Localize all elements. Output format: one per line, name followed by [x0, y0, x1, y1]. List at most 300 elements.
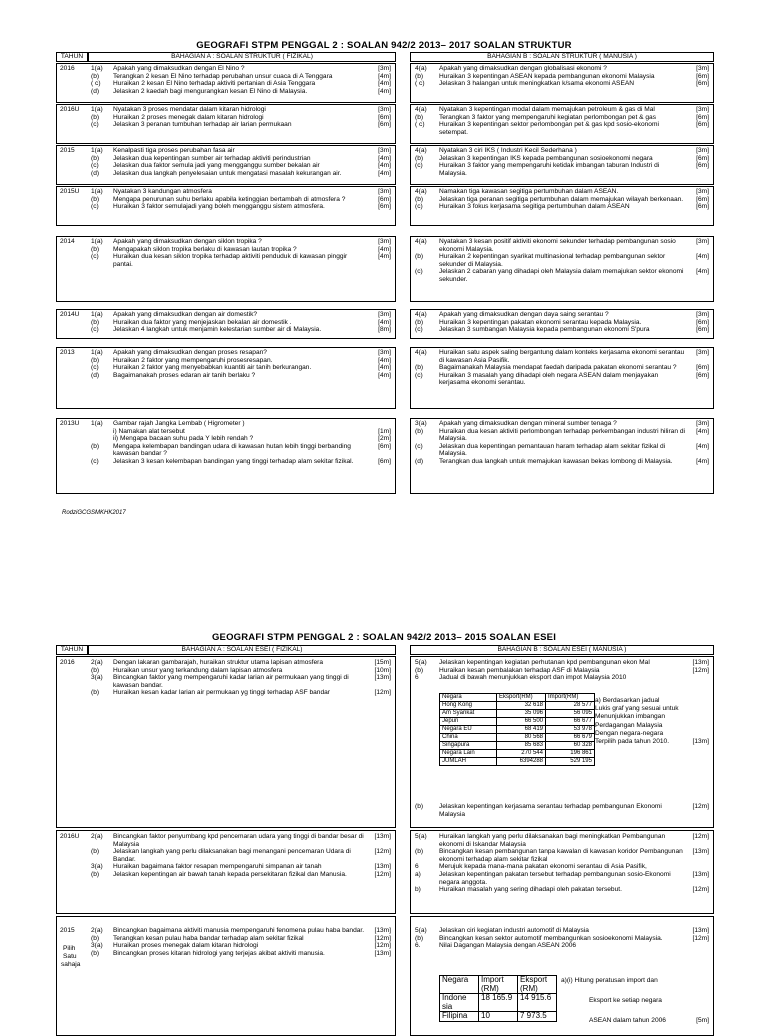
- question-text: Huraikan 3 faktor semulajadi yang boleh mengganggu sistem atmosfera.: [113, 203, 325, 211]
- table-cell: 6394288: [497, 758, 546, 766]
- table-row: [440, 726, 595, 734]
- question-number: 1(a): [91, 311, 103, 318]
- question-text: Jelaskan ciri kegiatan industri automotif di Malaysia: [439, 927, 589, 934]
- question-row: [91, 170, 393, 178]
- table-header-cell: Import (RM): [479, 976, 518, 994]
- year-label: 2016U: [60, 106, 80, 113]
- question-marks: [4m]: [378, 371, 391, 379]
- question-text: Huraikan kesan kadar larian air permukaan yg tinggi terhadap ASF bandar: [113, 689, 330, 697]
- question-list: [415, 65, 711, 88]
- question-number: (b): [415, 318, 424, 326]
- question-number: ( c): [415, 121, 425, 129]
- essay-block-2016-a: [56, 656, 396, 828]
- question-marks: [13m]: [692, 848, 709, 856]
- question-text: Bincangkan kesan pembangunan tanpa kawalan di kawasan koridor Pembangunan ekonomi terhadap alam sekitar fizikal: [439, 848, 683, 863]
- question-list: [415, 188, 711, 211]
- question-list: [415, 147, 711, 177]
- question-text: Bagaimanakah Malaysia mendapat faedah daripada pakatan ekonomi serantau ?: [439, 364, 677, 372]
- question-number: (c): [415, 326, 423, 334]
- question-text: Jelaskan langkah yang perlu dilaksanakan bagi menangani pencemaran Udara di Bandar.: [113, 848, 351, 863]
- question-text: Jelaskan dua kepentingan pemantauan haram terhadap alam sekitar fizikal di Malaysia.: [439, 442, 666, 458]
- structure-block-b: [410, 236, 714, 302]
- table-header-cell: Negara: [440, 976, 479, 994]
- question-text: Jelaskan 3 kesan kelembapan bandingan yang tinggi terhadap alam sekitar fizikal.: [113, 457, 354, 465]
- question-number: 4(a): [415, 65, 427, 72]
- question-text: Huraikan dua faktor yang menjejaskan bekalan air domestik .: [113, 318, 292, 326]
- question-row: [415, 420, 711, 428]
- question-marks: [3m]: [696, 349, 709, 356]
- question-text: Gambar rajah Jangka Lembab ( Higrometer ): [113, 420, 245, 427]
- question-number: (d): [91, 87, 100, 95]
- question-row: [415, 886, 711, 894]
- table-header-cell: Import(RM): [546, 694, 595, 702]
- question-marks: [6m]: [696, 318, 709, 326]
- question-marks: [3m]: [696, 147, 709, 154]
- question-row: [415, 848, 711, 863]
- question-row: [415, 803, 711, 818]
- question-number: (c): [415, 371, 423, 379]
- question-number: (c): [415, 442, 423, 450]
- question-row: [91, 311, 393, 319]
- question-list: [91, 349, 393, 379]
- essay-block-2015-b: [410, 916, 714, 1036]
- question-row: [91, 364, 393, 372]
- table-cell: 35 096: [497, 710, 546, 718]
- question-row: [91, 326, 393, 334]
- question-marks: [10m]: [374, 666, 391, 674]
- question-text: Bagaimanakah proses edaran air tanih berlaku ?: [113, 371, 256, 379]
- question-marks: [3m]: [696, 106, 709, 113]
- question-number: (b): [415, 364, 424, 372]
- question-text: Bincangkan faktor yang mempengaruhi kadar larian air permukaan yang tinggi di kawasan bandar.: [113, 674, 349, 689]
- section-a-header: BAHAGIAN A : SOALAN STRUKTUR ( FIZIKAL): [88, 52, 396, 62]
- question-number: 1(a): [91, 65, 103, 72]
- question-row: [415, 364, 711, 372]
- question-number: 1(a): [91, 349, 103, 356]
- page2-title: GEOGRAFI STPM PENGGAL 2 : SOALAN 942/2 2013– 2015 SOALAN ESEI: [211, 632, 557, 643]
- question-number: (b): [91, 934, 100, 942]
- table-cell: Filipina: [440, 1012, 479, 1022]
- question-marks: [6m]: [696, 203, 709, 211]
- question-row: [91, 871, 393, 879]
- question-marks: [4m]: [378, 245, 391, 253]
- question-row: [415, 667, 711, 675]
- question-number: 2(a): [91, 659, 103, 666]
- question-marks: [6m]: [696, 113, 709, 121]
- essay-block-2016u-a: [56, 830, 396, 914]
- question-marks: [3m]: [378, 238, 391, 245]
- question-row: [91, 674, 393, 689]
- question-list: [91, 106, 393, 129]
- question-marks: [4m]: [378, 87, 391, 95]
- question-number: (b): [91, 949, 100, 957]
- question-number: (b): [415, 848, 424, 856]
- question-marks: [6m]: [378, 203, 391, 211]
- structure-block-a: [56, 418, 396, 494]
- question-marks: [3m]: [696, 420, 709, 427]
- year-label: 2013: [60, 349, 75, 356]
- question-row: [415, 927, 711, 935]
- question-number: 5(a): [415, 659, 427, 666]
- question-marks: [1m]: [378, 427, 391, 435]
- table-cell: 80 568: [497, 734, 546, 742]
- question-marks: [8m]: [378, 326, 391, 334]
- question-text: Nyatakan 3 kandungan atmosfera: [113, 188, 212, 195]
- question-marks: [13m]: [374, 674, 391, 682]
- question-marks: [4m]: [378, 356, 391, 364]
- question-row: [415, 203, 711, 211]
- question-text: Mengapa kelembapan bandingan udara di kawasan hutan lebih tinggi berbanding kawasan bandar ?: [113, 442, 351, 458]
- mini-table-wrap: [439, 975, 557, 1022]
- question-text: Jelaskan kepentingan kerjasama serantau terhadap pembangunan Ekonomi Malaysia: [439, 803, 662, 818]
- structure-block-a: [56, 104, 396, 144]
- table-cell: 66 500: [497, 718, 546, 726]
- question-row: [415, 73, 711, 81]
- question-text: Nyatakan 3 kesan positif aktiviti ekonomi sekunder terhadap pembangunan sosio ekonomi Malaysia.: [439, 238, 676, 253]
- table-cell: 68 419: [497, 726, 546, 734]
- question-row: [91, 435, 393, 443]
- question-marks: [13m]: [692, 927, 709, 934]
- question-row: [91, 155, 393, 163]
- question-number: 4(a): [415, 188, 427, 195]
- year-label: 2015: [60, 147, 75, 154]
- question-marks: [367, 420, 393, 428]
- question-row: [91, 848, 393, 863]
- question-marks: [12m]: [374, 848, 391, 856]
- table-cell: 66 679: [546, 734, 595, 742]
- question-marks: [6m]: [696, 195, 709, 203]
- question-text: Apakah yang dimaksudkan dengan globalisasi ekonomi ?: [439, 65, 607, 72]
- question-marks: [15m]: [374, 659, 391, 666]
- question-number: (b): [91, 356, 100, 364]
- question-row: [415, 863, 711, 871]
- question-marks: [13m]: [374, 927, 391, 934]
- table-header-cell: Negara: [440, 694, 497, 702]
- question-row: [91, 659, 393, 667]
- question-marks: [3m]: [378, 147, 391, 154]
- question-row: [91, 203, 393, 211]
- question-number: 4(a): [415, 349, 427, 356]
- question-list: [415, 349, 711, 387]
- year-label: 2015U: [60, 188, 80, 195]
- trade-question-line: Perdagangan Malaysia: [595, 721, 663, 729]
- table-cell: Singapura: [440, 742, 497, 750]
- year-label: 2015: [60, 927, 75, 934]
- question-marks: [13m]: [374, 863, 391, 871]
- question-row: [91, 443, 393, 458]
- structure-block-b: [410, 63, 714, 103]
- year-label: 2016U: [60, 833, 80, 840]
- structure-block-a: [56, 347, 396, 409]
- question-row: [415, 106, 711, 114]
- structure-block-a: [56, 236, 396, 302]
- table-row: [440, 702, 595, 710]
- question-number: 3(a): [91, 863, 103, 871]
- question-row: [91, 253, 393, 268]
- question-row: [91, 357, 393, 365]
- year-header-2: TAHUN: [56, 645, 88, 655]
- question-marks: [6m]: [378, 442, 391, 450]
- question-text: Mengapa penurunan suhu berlaku apabila ketinggian bertambah di atmosfera ?: [113, 195, 346, 203]
- question-number: b): [415, 886, 421, 894]
- question-row: [415, 871, 711, 886]
- question-list: [91, 311, 393, 334]
- table-cell: Negara Lain: [440, 750, 497, 758]
- question-row: [415, 155, 711, 163]
- table-row: [440, 742, 595, 750]
- question-text: Jelaskan kepentingan kegiatan perhutanan kpd pembangunan ekon Mal: [439, 659, 650, 666]
- question-marks: [3m]: [696, 311, 709, 318]
- question-row: [91, 428, 393, 436]
- year-label: 2014: [60, 238, 75, 245]
- question-row: [91, 121, 393, 129]
- question-marks: [4m]: [696, 268, 709, 276]
- question-text: Jadual di bawah menunjukkan eksport dan impot Malaysia 2010: [439, 674, 627, 682]
- question-marks: [13m]: [692, 659, 709, 666]
- question-row: [415, 674, 711, 682]
- question-marks: [12m]: [374, 689, 391, 697]
- question-marks: [12m]: [374, 934, 391, 942]
- question-number: (b): [415, 72, 424, 80]
- question-number: (c): [91, 121, 99, 129]
- question-row: [91, 80, 393, 88]
- question-number: (b): [91, 848, 100, 856]
- question-number: (c): [415, 162, 423, 170]
- essay-list: [415, 927, 711, 950]
- question-marks: [12m]: [374, 942, 391, 950]
- question-number: 1(a): [91, 188, 103, 195]
- year-label: 2016: [60, 659, 75, 666]
- question-marks: [3m]: [696, 188, 709, 195]
- table-row: [440, 758, 595, 766]
- trade-question-mark: [13m]: [692, 738, 709, 745]
- question-marks: [3m]: [696, 238, 709, 245]
- structure-block-a: [56, 186, 396, 226]
- question-row: [91, 238, 393, 246]
- mini-q-line3: ASEAN dalam tahun 2006: [589, 1017, 666, 1024]
- table-cell: 196 861: [546, 750, 595, 758]
- question-text: Apakah yang dimaksudkan dengan daya saing serantau ?: [439, 311, 609, 318]
- pilih-line-2: Satu: [63, 953, 77, 960]
- question-marks: [3m]: [378, 349, 391, 356]
- question-marks: [12m]: [374, 870, 391, 878]
- question-row: [415, 238, 711, 253]
- question-text: Merujuk kepada mana-mana pakatan ekonomi serantau di Asia Pasifik,: [439, 863, 647, 871]
- question-number: a): [415, 870, 421, 878]
- table-cell: Jepun: [440, 718, 497, 726]
- table-cell: Negara EU: [440, 726, 497, 734]
- question-text: Bincangkan faktor penyumbang kpd pencemaran udara yang tinggi di bandar besar di Malaysia: [113, 833, 364, 848]
- pilih-line-3: sahaja: [61, 961, 81, 968]
- question-text: Huraikan kesan pembalakan terhadap ASF di Malaysia: [439, 666, 600, 674]
- question-marks: [4m]: [378, 318, 391, 326]
- table-row: [440, 734, 595, 742]
- question-text: Jelaskan 4 langkah untuk menjamin kelestarian sumber air di Malaysia.: [113, 326, 322, 334]
- question-marks: [6m]: [696, 326, 709, 334]
- essay-list: [91, 833, 393, 879]
- essay-block-2016-b: [410, 656, 714, 828]
- question-row: [91, 863, 393, 871]
- question-marks: [13m]: [374, 949, 391, 957]
- question-text: Jelaskan 3 halangan untuk meningkatkan k/sama ekonomi ASEAN: [439, 80, 634, 88]
- question-number: (b): [91, 442, 100, 450]
- question-text: Huraikan dua kesan siklon tropika terhadap aktiviti penduduk di kawasan pinggir pantai.: [113, 253, 348, 268]
- table-cell: 85 683: [497, 742, 546, 750]
- table-header-cell: Eksport (RM): [518, 976, 557, 994]
- question-number: (b): [415, 803, 424, 810]
- structure-block-b: [410, 309, 714, 339]
- question-row: [415, 942, 711, 950]
- table-cell: 53 978: [546, 726, 595, 734]
- question-row: [415, 121, 711, 136]
- question-number: (c): [91, 326, 99, 334]
- question-number: 3(a): [415, 420, 427, 427]
- trade-table: [439, 693, 595, 766]
- question-row: [415, 268, 711, 283]
- question-number: (b): [91, 666, 100, 674]
- question-text: Bincangkan proses kitaran hidrologi yang terjejas akibat aktiviti manusia.: [113, 949, 325, 957]
- structure-block-a: [56, 309, 396, 339]
- question-number: (c): [91, 253, 99, 261]
- question-number: 4(a): [415, 238, 427, 245]
- question-row: [91, 106, 393, 114]
- table-cell: 529 195: [546, 758, 595, 766]
- structure-block-b: [410, 418, 714, 494]
- question-row: [91, 162, 393, 170]
- question-list: [91, 147, 393, 177]
- structure-block-b: [410, 104, 714, 144]
- question-number: (b): [91, 72, 100, 80]
- question-number: [91, 435, 113, 443]
- question-number: 6: [415, 863, 419, 871]
- question-text: Huraikan dua kesan aktiviti perlombongan terhadap perkembangan industri hiliran di Malaysia.: [439, 427, 685, 443]
- question-list: [415, 238, 711, 284]
- question-text: Apakah yang dimaksudkan dengan siklon tropika ?: [113, 238, 262, 245]
- table-cell: China: [440, 734, 497, 742]
- question-row: [91, 188, 393, 196]
- question-text: Terangkan 2 kesan El Nino terhadap perubahan unsur cuaca di A Tenggara: [113, 72, 333, 80]
- year-header: TAHUN: [56, 52, 88, 62]
- question-marks: [6m]: [378, 195, 391, 203]
- year-label: 2013U: [60, 420, 80, 427]
- question-row: [415, 196, 711, 204]
- question-row: [91, 114, 393, 122]
- question-text: Nilai Dagangan Malaysia dengan ASEAN 2006: [439, 942, 577, 950]
- question-marks: [6m]: [696, 371, 709, 379]
- question-row: [91, 420, 393, 428]
- question-marks: [12m]: [692, 666, 709, 674]
- question-text: Huraikan 3 kepentingan pakatan ekonomi serantau kepada Malaysia.: [439, 318, 642, 326]
- question-text: Huraikan 2 faktor yang mempengaruhi prosesresapan.: [113, 356, 273, 364]
- question-text: Jelaskan tiga peranan segitiga pertumbuhan dalam memajukan wilayah berkenaan.: [439, 195, 684, 203]
- table-cell: 60 328: [546, 742, 595, 750]
- question-text: Jelaskan 3 kepentingan IKS kepada pembangunan sosioekonomi negara: [439, 154, 653, 162]
- essay-list: [415, 833, 711, 894]
- question-row: [91, 667, 393, 675]
- question-row: [91, 73, 393, 81]
- question-text: Dengan lakaran gambarajah, huraikan struktur utama lapisan atmosfera: [113, 659, 324, 666]
- footer-credit: RodziGCGSMKHK2017: [62, 510, 126, 516]
- question-row: [415, 458, 711, 466]
- question-row: [91, 950, 393, 958]
- question-marks: [2m]: [378, 435, 391, 443]
- question-text: Jelaskan dua faktor semula jadi yang mengganggu sumber bekalan air: [113, 162, 320, 170]
- question-row: [91, 935, 393, 943]
- question-text: Huraikan masalah yang sering dihadapi oleh pakatan tersebut.: [439, 886, 622, 894]
- trade-table-wrap: [439, 693, 595, 766]
- question-number: 2(a): [91, 927, 103, 934]
- question-number: 4(a): [415, 147, 427, 154]
- question-marks: [3m]: [378, 311, 391, 318]
- question-row: [91, 319, 393, 327]
- table-row: [440, 994, 557, 1012]
- question-text: Bincangkan bagaimana aktiviti manusia mempengaruhi fenomena pulau haba bandar.: [113, 927, 365, 934]
- question-marks: [6m]: [696, 72, 709, 80]
- question-marks: [685, 674, 711, 682]
- structure-block-a: [56, 145, 396, 185]
- question-text: Huraikan unsur yang terkandung dalam lapisan atmosfera: [113, 666, 283, 674]
- question-number: 4(a): [415, 311, 427, 318]
- question-row: [415, 659, 711, 667]
- question-number: (b): [91, 318, 100, 326]
- question-text: Mengapakah siklon tropika berlaku di kawasan lautan tropika ?: [113, 245, 297, 253]
- question-marks: [4m]: [378, 169, 391, 177]
- question-number: (b): [415, 427, 424, 435]
- question-text: Jelaskan 3 peranan tumbuhan terhadap air larian permukaan: [113, 121, 292, 129]
- table-cell: JUMLAH: [440, 758, 497, 766]
- question-marks: [685, 863, 711, 871]
- mini-q-line2: Eksport ke setiap negara: [589, 997, 662, 1004]
- question-number: (b): [415, 253, 424, 261]
- question-text: Huraikan satu aspek saling bergantung dalam konteks kerjasama ekonomi serantau di kawasan Asia Pasifik.: [439, 349, 685, 364]
- trade-question: [595, 697, 679, 746]
- question-number: (d): [415, 457, 424, 465]
- question-text: Huraikan 3 kepentingan ASEAN kepada pembangunan ekonomi Malaysia: [439, 72, 655, 80]
- table-cell: Am Syarikat: [440, 710, 497, 718]
- question-number: 3(a): [91, 674, 103, 682]
- mini-q-mark: [5m]: [696, 1017, 709, 1024]
- question-marks: [6m]: [378, 457, 391, 465]
- question-row: [415, 162, 711, 177]
- table-cell: 7 973.5: [518, 1012, 557, 1022]
- question-list: [91, 188, 393, 211]
- question-number: 1(a): [91, 420, 103, 427]
- question-marks: [4m]: [378, 364, 391, 372]
- trade-question-line: Terpilih pada tahun 2010.: [595, 738, 670, 746]
- question-marks: [6m]: [696, 80, 709, 88]
- essay-list: [91, 659, 393, 697]
- question-text: Terangkan dua langkah untuk memajukan kawasan bekas lombong di Malaysia.: [439, 457, 673, 465]
- question-marks: [4m]: [378, 80, 391, 88]
- question-row: [415, 428, 711, 443]
- question-marks: [13m]: [374, 833, 391, 840]
- question-row: [415, 114, 711, 122]
- question-number: (b): [415, 666, 424, 674]
- question-list: [415, 106, 711, 136]
- question-marks: [4m]: [378, 253, 391, 261]
- question-text: Nyatakan 3 kepentingan modal dalam memajukan petroleum & gas di Mal: [439, 106, 655, 113]
- section-b-header: BAHAGIAN B : SOALAN STRUKTUR ( MANUSIA ): [410, 52, 714, 62]
- year-label: 2014U: [60, 311, 80, 318]
- question-row: [415, 443, 711, 458]
- structure-block-b: [410, 145, 714, 185]
- question-text: Namakan tiga kawasan segitiga pertumbuhan dalam ASEAN.: [439, 188, 619, 195]
- question-text: Huraikan 2 kepentingan syarikat multinasional terhadap pembangunan sektor sekunder di Malaysia.: [439, 253, 666, 268]
- question-number: 1(a): [91, 147, 103, 154]
- question-row: [91, 246, 393, 254]
- table-cell: 14 915.6: [518, 994, 557, 1012]
- question-row: [415, 147, 711, 155]
